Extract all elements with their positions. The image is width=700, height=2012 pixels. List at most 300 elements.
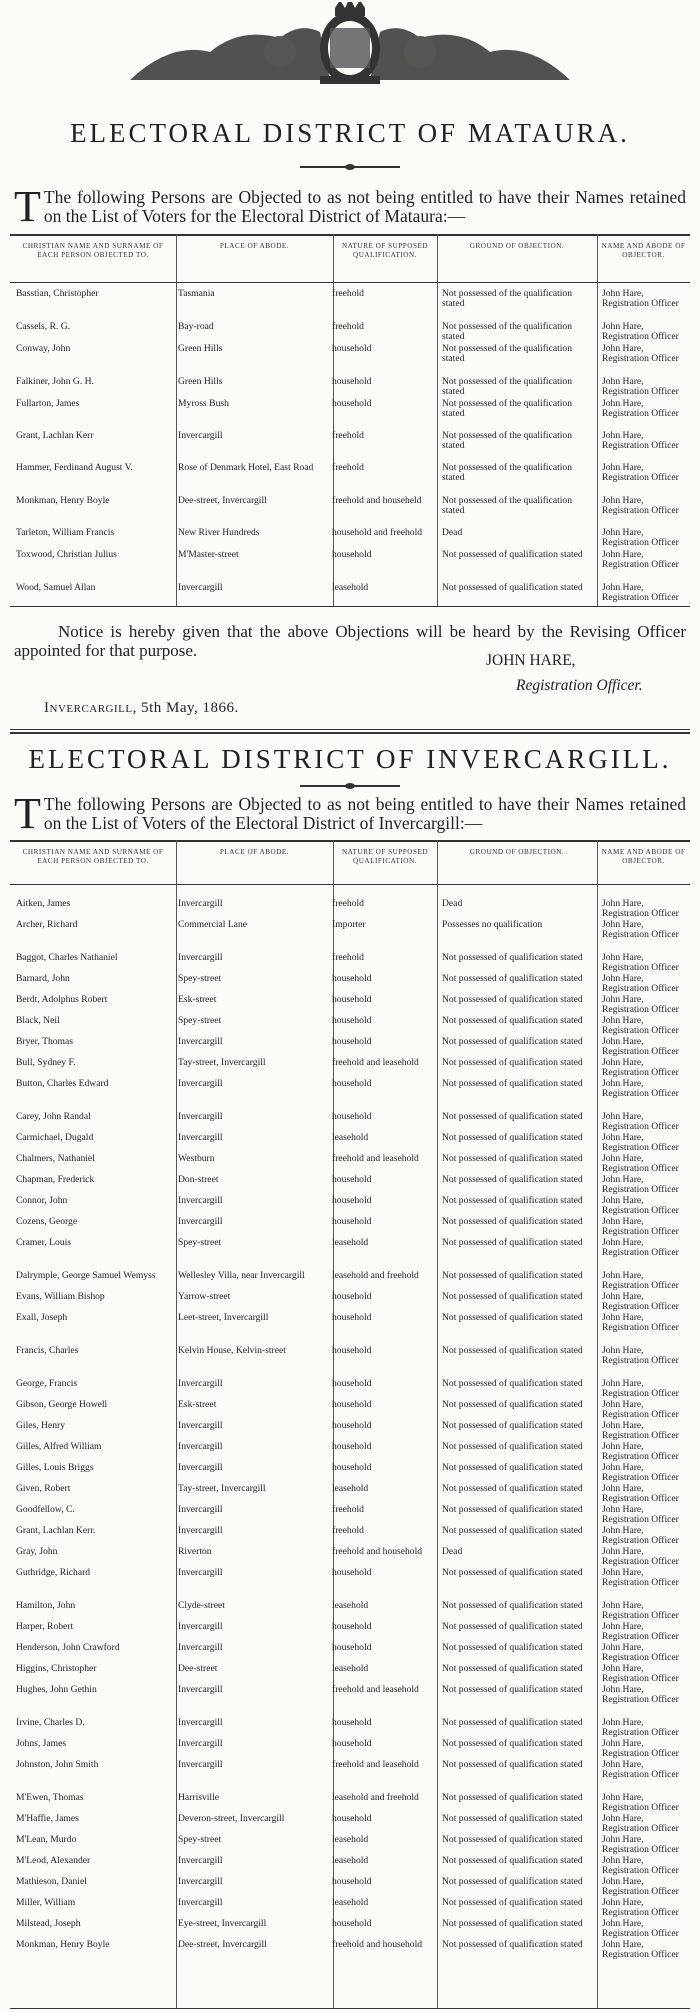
- person-name: Gilles, Louis Briggs: [16, 1462, 94, 1473]
- qualification: household: [332, 1918, 372, 1929]
- place-of-abode: Invercargill: [178, 898, 223, 909]
- place-of-abode: Invercargill: [178, 1876, 223, 1887]
- objector: John Hare, Registration Officer: [602, 288, 679, 309]
- ground-of-objection: Not possessed of qualification stated: [442, 1918, 583, 1929]
- qualification: freehold and leasehold: [332, 1057, 419, 1068]
- objector: John Hare, Registration Officer: [602, 1813, 679, 1834]
- ground-of-objection: Not possessed of qualification stated: [442, 1312, 583, 1323]
- objector: John Hare, Registration Officer: [602, 398, 679, 419]
- qualification: freehold: [332, 288, 364, 299]
- objector: John Hare, Registration Officer: [602, 973, 679, 994]
- qualification: household: [332, 343, 372, 354]
- place-of-abode: Invercargill: [178, 1759, 223, 1770]
- objector: John Hare, Registration Officer: [602, 321, 679, 342]
- qualification: freehold and leasehold: [332, 1153, 419, 1164]
- ground-of-objection: Not possessed of qualification stated: [442, 1792, 583, 1803]
- qualification: household: [332, 1621, 372, 1632]
- objector: John Hare, Registration Officer: [602, 1420, 679, 1441]
- column-header: CHRISTIAN NAME AND SURNAME OF EACH PERSON OBJECTED TO.: [22, 242, 164, 259]
- column-header: NAME AND ABODE OF OBJECTOR.: [601, 242, 686, 259]
- column-divider: [176, 234, 177, 606]
- person-name: Carey, John Randal: [16, 1111, 91, 1122]
- qualification: leasehold: [332, 1483, 369, 1494]
- mataura-intro-text: The following Persons are Objected to as not being entitled to have their Names retained on the List of Voters for the Electoral District of Mataura:—: [43, 187, 686, 226]
- qualification: leasehold: [332, 1897, 369, 1908]
- dateline: [44, 700, 239, 717]
- objector: John Hare, Registration Officer: [602, 1270, 679, 1291]
- person-name: Cozens, George: [16, 1216, 78, 1227]
- ground-of-objection: Not possessed of qualification stated: [442, 1078, 583, 1089]
- objector: John Hare, Registration Officer: [602, 1642, 679, 1663]
- person-name: Basstian, Christopher: [16, 288, 99, 299]
- qualification: household and freehold: [332, 527, 423, 538]
- place-of-abode: Riverton: [178, 1546, 212, 1557]
- person-name: Baggot, Charles Nathaniel: [16, 952, 118, 963]
- objector: John Hare, Registration Officer: [602, 549, 679, 570]
- column-header: GROUND OF OBJECTION.: [469, 848, 565, 856]
- place-of-abode: Esk-street: [178, 994, 217, 1005]
- ground-of-objection: Not possessed of qualification stated: [442, 1759, 583, 1770]
- objector: John Hare, Registration Officer: [602, 376, 679, 397]
- qualification: leasehold: [332, 582, 369, 593]
- qualification: freehold and househeld: [332, 495, 422, 506]
- person-name: Connor, John: [16, 1195, 68, 1206]
- person-name: Conway, John: [16, 343, 71, 354]
- objector: John Hare, Registration Officer: [602, 1132, 679, 1153]
- column-divider: [597, 234, 598, 606]
- objector: John Hare, Registration Officer: [602, 1237, 679, 1258]
- qualification: freehold and household: [332, 1939, 423, 1950]
- place-of-abode: Invercargill: [178, 1642, 223, 1653]
- place-of-abode: Invercargill: [178, 1420, 223, 1431]
- ground-of-objection: Not possessed of qualification stated: [442, 1111, 583, 1122]
- qualification: Importer: [332, 919, 366, 930]
- ground-of-objection: Not possessed of the qualification stated: [442, 321, 573, 342]
- ground-of-objection: Not possessed of qualification stated: [442, 1174, 583, 1185]
- column-header: CHRISTIAN NAME AND SURNAME OF EACH PERSON OBJECTED TO.: [22, 848, 164, 865]
- signature-name: JOHN HARE,: [486, 652, 576, 669]
- ground-of-objection: Not possessed of qualification stated: [442, 1600, 583, 1611]
- place-of-abode: Deveron-street, Invercargill: [178, 1813, 285, 1824]
- ground-of-objection: Not possessed of the qualification stated: [442, 398, 573, 419]
- person-name: Grant, Lachlan Kerr: [16, 430, 94, 441]
- ground-of-objection: Not possessed of qualification stated: [442, 1237, 583, 1248]
- qualification: freehold: [332, 1525, 364, 1536]
- place-of-abode: Tay-street, Invercargill: [178, 1483, 266, 1494]
- ground-of-objection: Not possessed of qualification stated: [442, 952, 583, 963]
- ground-of-objection: Not possessed of qualification stated: [442, 1717, 583, 1728]
- qualification: leasehold: [332, 1237, 369, 1248]
- objector: John Hare, Registration Officer: [602, 994, 679, 1015]
- place-of-abode: Bay-road: [178, 321, 214, 332]
- ground-of-objection: Not possessed of qualification stated: [442, 1483, 583, 1494]
- qualification: household: [332, 1399, 372, 1410]
- place-of-abode: Invercargill: [178, 1525, 223, 1536]
- qualification: freehold and leasehold: [332, 1759, 419, 1770]
- qualification: leasehold: [332, 1663, 369, 1674]
- mataura-intro: [14, 182, 686, 231]
- objector: John Hare, Registration Officer: [602, 1345, 679, 1366]
- person-name: Evans, William Bishop: [16, 1291, 105, 1302]
- person-name: Bryer, Thomas: [16, 1036, 73, 1047]
- person-name: Gilles, Alfred William: [16, 1441, 102, 1452]
- objector: John Hare, Registration Officer: [602, 1684, 679, 1705]
- ground-of-objection: Not possessed of qualification stated: [442, 1399, 583, 1410]
- objector: John Hare, Registration Officer: [602, 1897, 679, 1918]
- person-name: Monkman, Henry Boyle: [16, 1939, 110, 1950]
- place-of-abode: Invercargill: [178, 1738, 223, 1749]
- place-of-abode: Invercargill: [178, 1567, 223, 1578]
- person-name: Miller, William: [16, 1897, 76, 1908]
- place-of-abode: Green Hills: [178, 376, 223, 387]
- place-of-abode: Spey-street: [178, 1834, 222, 1845]
- section-divider: [10, 729, 690, 730]
- place-of-abode: Invercargill: [178, 1717, 223, 1728]
- ground-of-objection: Not possessed of qualification stated: [442, 1015, 583, 1026]
- royal-coat-of-arms-icon: [130, 2, 570, 88]
- ground-of-objection: Dead: [442, 1546, 463, 1557]
- person-name: Higgins, Christopher: [16, 1663, 97, 1674]
- column-header: NAME AND ABODE OF OBJECTOR.: [601, 848, 686, 865]
- ground-of-objection: Not possessed of qualification stated: [442, 1153, 583, 1164]
- person-name: Giles, Henry: [16, 1420, 66, 1431]
- objector: John Hare, Registration Officer: [602, 1216, 679, 1237]
- ground-of-objection: Not possessed of qualification stated: [442, 1132, 583, 1143]
- place-of-abode: Eye-street, Invercargill: [178, 1918, 267, 1929]
- person-name: Hughes, John Gethin: [16, 1684, 97, 1695]
- objector: John Hare, Registration Officer: [602, 1078, 679, 1099]
- invercargill-title: ELECTORAL DISTRICT OF INVERCARGILL.: [28, 744, 672, 774]
- qualification: leasehold: [332, 1132, 369, 1143]
- person-name: Irvine, Charles D.: [16, 1717, 85, 1728]
- qualification: household: [332, 973, 372, 984]
- qualification: freehold: [332, 462, 364, 473]
- person-name: Chalmers, Nathaniel: [16, 1153, 95, 1164]
- person-name: Henderson, John Crawford: [16, 1642, 120, 1653]
- person-name: Chapman, Frederick: [16, 1174, 95, 1185]
- qualification: household: [332, 1111, 372, 1122]
- ground-of-objection: Not possessed of qualification stated: [442, 973, 583, 984]
- table-rule: [10, 840, 690, 842]
- ground-of-objection: Not possessed of qualification stated: [442, 1378, 583, 1389]
- person-name: Harper, Robert: [16, 1621, 74, 1632]
- person-name: Gibson, George Howell: [16, 1399, 108, 1410]
- objector: John Hare, Registration Officer: [602, 919, 679, 940]
- place-of-abode: Invercargill: [178, 952, 223, 963]
- objector: John Hare, Registration Officer: [602, 1111, 679, 1132]
- place-of-abode: Invercargill: [178, 1378, 223, 1389]
- qualification: household: [332, 1420, 372, 1431]
- objector: John Hare, Registration Officer: [602, 1738, 679, 1759]
- objector: John Hare, Registration Officer: [602, 1153, 679, 1174]
- person-name: Berdt, Adolphus Robert: [16, 994, 108, 1005]
- objector: John Hare, Registration Officer: [602, 462, 679, 483]
- table-rule: [10, 2008, 690, 2009]
- objector: John Hare, Registration Officer: [602, 1759, 679, 1780]
- person-name: Monkman, Henry Boyle: [16, 495, 110, 506]
- qualification: household: [332, 1642, 372, 1653]
- qualification: household: [332, 994, 372, 1005]
- ground-of-objection: Not possessed of qualification stated: [442, 1462, 583, 1473]
- place-of-abode: Invercargill: [178, 1462, 223, 1473]
- person-name: Fullarton, James: [16, 398, 80, 409]
- ground-of-objection: Not possessed of qualification stated: [442, 1567, 583, 1578]
- person-name: Falkiner, John G. H.: [16, 376, 94, 387]
- qualification: household: [332, 1738, 372, 1749]
- ground-of-objection: Not possessed of qualification stated: [442, 1939, 583, 1950]
- ground-of-objection: Dead: [442, 527, 463, 538]
- objector: John Hare, Registration Officer: [602, 527, 679, 548]
- section-divider-thick: [10, 732, 690, 734]
- invercargill-intro-text: The following Persons are Objected to as not being entitled to have their Names retained on the List of Voters of the Electoral District of Invercargill:—: [43, 794, 686, 833]
- dropcap: T: [14, 182, 41, 231]
- person-name: Carmichael, Dugald: [16, 1132, 94, 1143]
- objector: John Hare, Registration Officer: [602, 582, 679, 603]
- table-rule: [10, 282, 690, 283]
- objector: John Hare, Registration Officer: [602, 1546, 679, 1567]
- objector: John Hare, Registration Officer: [602, 495, 679, 516]
- place-of-abode: Invercargill: [178, 1504, 223, 1515]
- person-name: George, Francis: [16, 1378, 78, 1389]
- ground-of-objection: Not possessed of qualification stated: [442, 1216, 583, 1227]
- person-name: Dalrymple, George Samuel Wemyss: [16, 1270, 156, 1281]
- objector: John Hare, Registration Officer: [602, 1291, 679, 1312]
- qualification: household: [332, 1441, 372, 1452]
- place-of-abode: Leet-street, Invercargill: [178, 1312, 269, 1323]
- column-header: PLACE OF ABODE.: [219, 848, 290, 856]
- ground-of-objection: Not possessed of the qualification stated: [442, 288, 573, 309]
- place-of-abode: Tasmania: [178, 288, 215, 299]
- ground-of-objection: Not possessed of qualification stated: [442, 1291, 583, 1302]
- objector: John Hare, Registration Officer: [602, 1195, 679, 1216]
- table-rule: [10, 884, 690, 885]
- qualification: household: [332, 1345, 372, 1356]
- ground-of-objection: Not possessed of qualification stated: [442, 1345, 583, 1356]
- ground-of-objection: Not possessed of qualification stated: [442, 582, 583, 593]
- ground-of-objection: Not possessed of qualification stated: [442, 1504, 583, 1515]
- ground-of-objection: Not possessed of qualification stated: [442, 1663, 583, 1674]
- ground-of-objection: Not possessed of the qualification stated: [442, 430, 573, 451]
- qualification: household: [332, 1291, 372, 1302]
- objector: John Hare, Registration Officer: [602, 1717, 679, 1738]
- objector: John Hare, Registration Officer: [602, 1057, 679, 1078]
- place-of-abode: Invercargill: [178, 1195, 223, 1206]
- qualification: freehold and household: [332, 1546, 423, 1557]
- place-of-abode: Kelvin House, Kelvin-street: [178, 1345, 286, 1356]
- person-name: M'Lean, Murdo: [16, 1834, 77, 1845]
- signature-title: Registration Officer.: [516, 677, 643, 694]
- mataura-notice: Notice is hereby given that the above Objections will be heard by the Revising Officer appointed for that purpose.: [14, 622, 686, 660]
- objector: John Hare, Registration Officer: [602, 1378, 679, 1399]
- place-of-abode: Don-street: [178, 1174, 219, 1185]
- dropcap: T: [14, 789, 41, 838]
- column-header: GROUND OF OBJECTION.: [469, 242, 565, 250]
- objector: John Hare, Registration Officer: [602, 1918, 679, 1939]
- objector: John Hare, Registration Officer: [602, 1876, 679, 1897]
- dateline-date: , 5th May, 1866.: [132, 700, 239, 716]
- ground-of-objection: Not possessed of qualification stated: [442, 1738, 583, 1749]
- objector: John Hare, Registration Officer: [602, 1855, 679, 1876]
- person-name: Guthridge, Richard: [16, 1567, 91, 1578]
- qualification: household: [332, 376, 372, 387]
- person-name: M'Haffie, James: [16, 1813, 79, 1824]
- person-name: Cramer, Louis: [16, 1237, 72, 1248]
- qualification: household: [332, 1378, 372, 1389]
- person-name: M'Ewen, Thomas: [16, 1792, 84, 1803]
- ground-of-objection: Not possessed of qualification stated: [442, 1876, 583, 1887]
- objector: John Hare, Registration Officer: [602, 1174, 679, 1195]
- objector: John Hare, Registration Officer: [602, 1939, 679, 1960]
- qualification: household: [332, 1015, 372, 1026]
- person-name: Archer, Richard: [16, 919, 78, 930]
- place-of-abode: Invercargill: [178, 1078, 223, 1089]
- person-name: Black, Neil: [16, 1015, 60, 1026]
- person-name: Francis, Charles: [16, 1345, 79, 1356]
- person-name: Goodfellow, C.: [16, 1504, 75, 1515]
- ground-of-objection: Not possessed of qualification stated: [442, 549, 583, 560]
- place-of-abode: Tay-street, Invercargill: [178, 1057, 266, 1068]
- qualification: household: [332, 1876, 372, 1887]
- qualification: leasehold and freehold: [332, 1270, 419, 1281]
- table-rule: [10, 606, 690, 607]
- ground-of-objection: Not possessed of qualification stated: [442, 1525, 583, 1536]
- ground-of-objection: Not possessed of qualification stated: [442, 1270, 583, 1281]
- ground-of-objection: Not possessed of qualification stated: [442, 1621, 583, 1632]
- column-divider: [597, 840, 598, 2008]
- objector: John Hare, Registration Officer: [602, 1441, 679, 1462]
- person-name: Button, Charles Edward: [16, 1078, 109, 1089]
- place-of-abode: Westburn: [178, 1153, 215, 1164]
- objector: John Hare, Registration Officer: [602, 1792, 679, 1813]
- column-header: PLACE OF ABODE.: [219, 242, 290, 250]
- ground-of-objection: Not possessed of qualification stated: [442, 1684, 583, 1695]
- ground-of-objection: Not possessed of qualification stated: [442, 1642, 583, 1653]
- place-of-abode: Invercargill: [178, 1621, 223, 1632]
- table-rule: [10, 234, 690, 236]
- qualification: household: [332, 1078, 372, 1089]
- qualification: household: [332, 1813, 372, 1824]
- qualification: household: [332, 398, 372, 409]
- person-name: Hammer, Ferdinand August V.: [16, 462, 133, 473]
- ground-of-objection: Not possessed of qualification stated: [442, 1036, 583, 1047]
- person-name: Mathieson, Daniel: [16, 1876, 87, 1887]
- place-of-abode: Harrisville: [178, 1792, 220, 1803]
- objector: John Hare, Registration Officer: [602, 898, 679, 919]
- place-of-abode: Invercargill: [178, 1684, 223, 1695]
- objector: John Hare, Registration Officer: [602, 430, 679, 451]
- invercargill-intro: [14, 789, 686, 838]
- qualification: freehold: [332, 430, 364, 441]
- place-of-abode: Yarrow-street: [178, 1291, 231, 1302]
- ground-of-objection: Not possessed of qualification stated: [442, 1057, 583, 1068]
- ground-of-objection: Not possessed of qualification stated: [442, 1420, 583, 1431]
- qualification: household: [332, 1195, 372, 1206]
- place-of-abode: Invercargill: [178, 1132, 223, 1143]
- column-header: NATURE OF SUPPOSED QUALIFICATION.: [341, 848, 429, 865]
- place-of-abode: Invercargill: [178, 1855, 223, 1866]
- qualification: leasehold: [332, 1600, 369, 1611]
- objector: John Hare, Registration Officer: [602, 1663, 679, 1684]
- ground-of-objection: Dead: [442, 898, 463, 909]
- place-of-abode: Invercargill: [178, 430, 223, 441]
- person-name: Milstead, Joseph: [16, 1918, 81, 1929]
- qualification: household: [332, 1312, 372, 1323]
- qualification: freehold: [332, 952, 364, 963]
- ground-of-objection: Not possessed of the qualification stated: [442, 462, 573, 483]
- qualification: leasehold: [332, 1834, 369, 1845]
- place-of-abode: Wellesley Villa, near Invercargill: [178, 1270, 305, 1281]
- place-of-abode: Green Hills: [178, 343, 223, 354]
- person-name: M'Leod, Alexander: [16, 1855, 91, 1866]
- qualification: freehold and leasehold: [332, 1684, 419, 1695]
- place-of-abode: Commercial Lane: [178, 919, 247, 930]
- place-of-abode: Invercargill: [178, 1036, 223, 1047]
- objector: John Hare, Registration Officer: [602, 1483, 679, 1504]
- person-name: Toxwood, Christian Julius: [16, 549, 117, 560]
- objector: John Hare, Registration Officer: [602, 1399, 679, 1420]
- title-ornament-dot: [345, 783, 355, 789]
- qualification: freehold: [332, 321, 364, 332]
- objector: John Hare, Registration Officer: [602, 952, 679, 973]
- qualification: freehold: [332, 898, 364, 909]
- column-header: NATURE OF SUPPOSED QUALIFICATION.: [341, 242, 429, 259]
- place-of-abode: Rose of Denmark Hotel, East Road: [178, 462, 314, 473]
- place-of-abode: Invercargill: [178, 582, 223, 593]
- qualification: household: [332, 1567, 372, 1578]
- column-divider: [176, 840, 177, 2008]
- place-of-abode: New River Hundreds: [178, 527, 260, 538]
- ground-of-objection: Not possessed of the qualification stated: [442, 376, 573, 397]
- objector: John Hare, Registration Officer: [602, 343, 679, 364]
- place-of-abode: Clyde-street: [178, 1600, 225, 1611]
- person-name: Cassels, R. G.: [16, 321, 71, 332]
- objector: John Hare, Registration Officer: [602, 1525, 679, 1546]
- ground-of-objection: Not possessed of the qualification stated: [442, 495, 573, 516]
- place-of-abode: Invercargill: [178, 1216, 223, 1227]
- qualification: freehold: [332, 1504, 364, 1515]
- person-name: Barnard, John: [16, 973, 70, 984]
- person-name: Grant, Lachlan Kerr.: [16, 1525, 96, 1536]
- person-name: Johnston, John Smith: [16, 1759, 99, 1770]
- person-name: Bull, Sydney F.: [16, 1057, 76, 1068]
- person-name: Hamilton, John: [16, 1600, 76, 1611]
- dateline-place: Invercargill: [44, 700, 133, 716]
- ground-of-objection: Possesses no qualification: [442, 919, 543, 930]
- mataura-title: ELECTORAL DISTRICT OF MATAURA.: [70, 118, 630, 148]
- objector: John Hare, Registration Officer: [602, 1621, 679, 1642]
- ground-of-objection: Not possessed of qualification stated: [442, 1195, 583, 1206]
- ground-of-objection: Not possessed of qualification stated: [442, 1855, 583, 1866]
- qualification: leasehold: [332, 1855, 369, 1866]
- objector: John Hare, Registration Officer: [602, 1462, 679, 1483]
- ground-of-objection: Not possessed of qualification stated: [442, 994, 583, 1005]
- place-of-abode: Invercargill: [178, 1111, 223, 1122]
- objector: John Hare, Registration Officer: [602, 1567, 679, 1588]
- person-name: Gray, John: [16, 1546, 58, 1557]
- ground-of-objection: Not possessed of qualification stated: [442, 1441, 583, 1452]
- person-name: Aitken, James: [16, 898, 71, 909]
- objector: John Hare, Registration Officer: [602, 1312, 679, 1333]
- place-of-abode: M'Master-street: [178, 549, 239, 560]
- objector: John Hare, Registration Officer: [602, 1600, 679, 1621]
- title-ornament-dot: [345, 164, 355, 170]
- qualification: household: [332, 1717, 372, 1728]
- place-of-abode: Esk-street: [178, 1399, 217, 1410]
- qualification: leasehold and freehold: [332, 1792, 419, 1803]
- qualification: household: [332, 549, 372, 560]
- qualification: household: [332, 1216, 372, 1227]
- objector: John Hare, Registration Officer: [602, 1834, 679, 1855]
